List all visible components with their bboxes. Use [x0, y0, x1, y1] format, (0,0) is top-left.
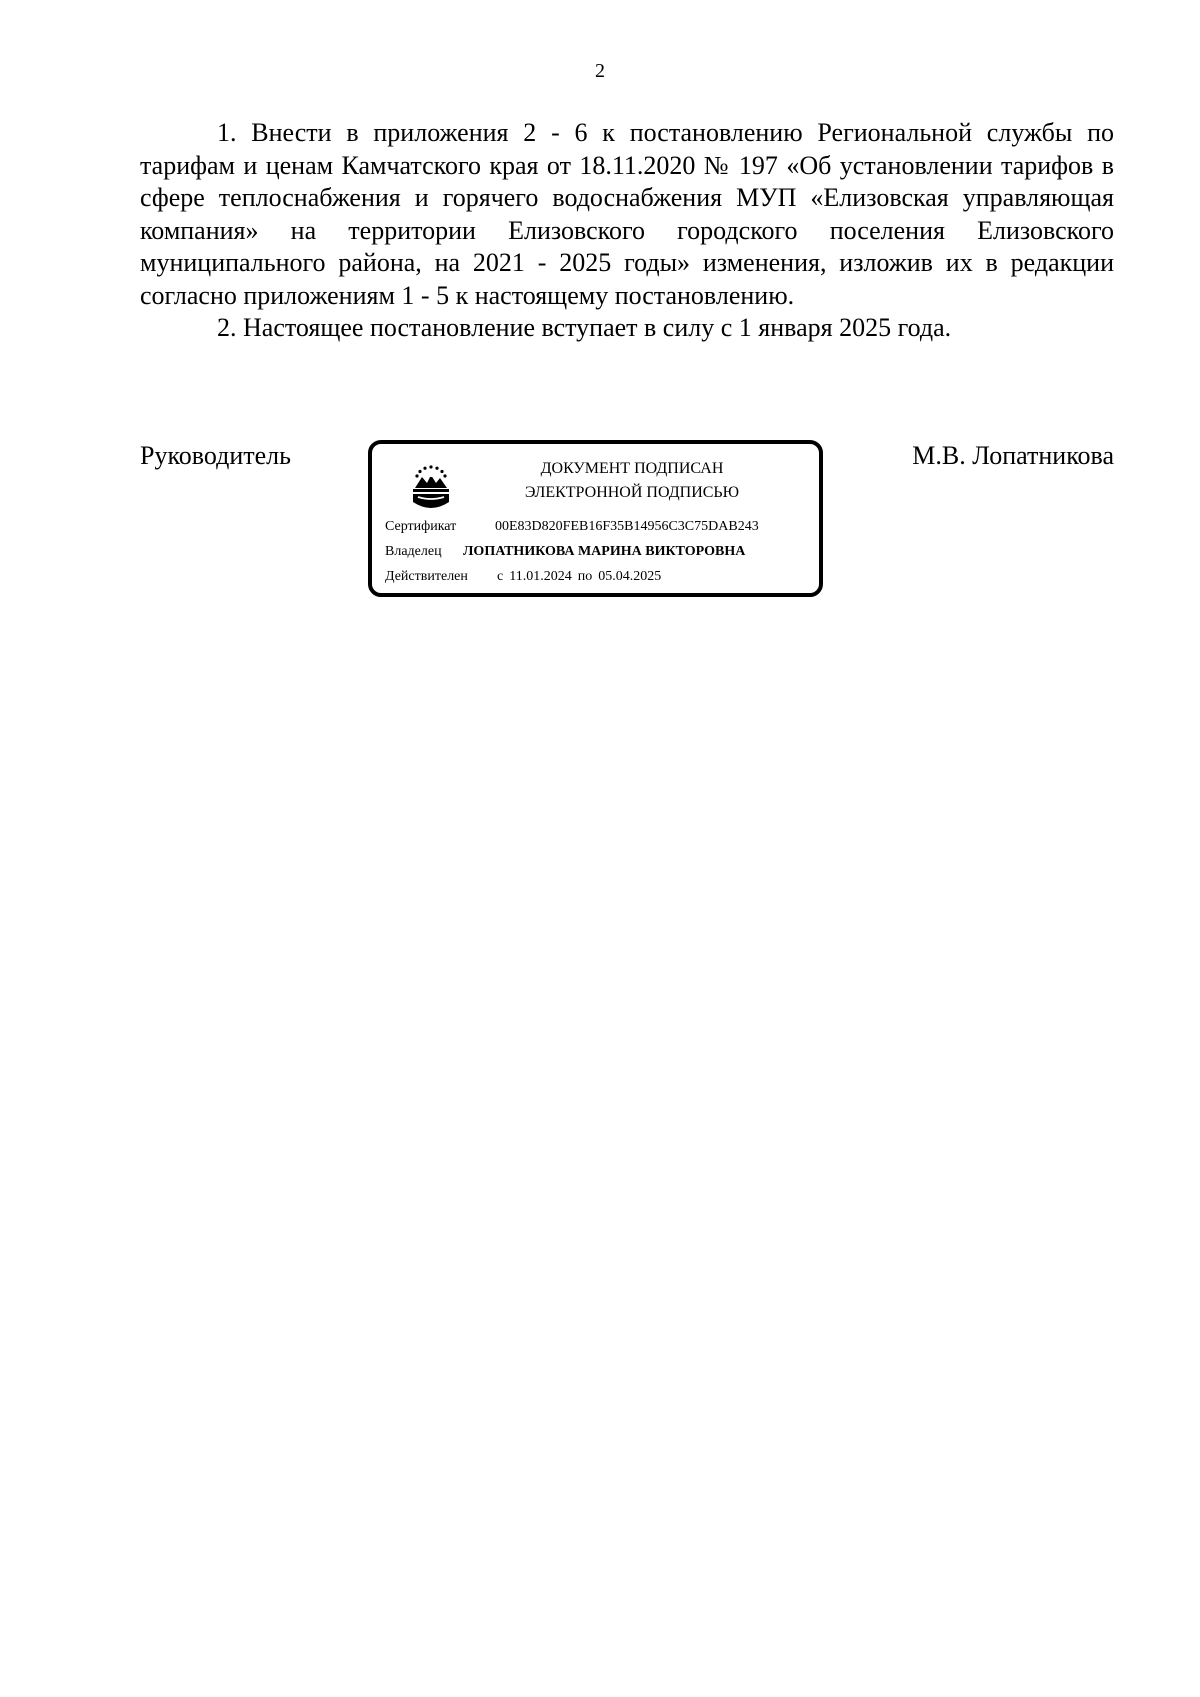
paragraph-1: 1. Внести в приложения 2 - 6 к постановлению Региональной службы по тарифам и ценам Камчатского края от 18.11.2020 № 197 «Об установлении тарифов в сфере теплоснабжения и горячего водоснабжения МУП «Елизовская управляющая компания» на территории Елизовского городского поселения Елизовского муниципального района, на 2021 - 2025 годы» изменения, изложив их в редакции согласно приложениям 1 - 5 к настоящему постановлению. [140, 118, 1114, 310]
validity-label: Действителен [385, 569, 468, 584]
certificate-line [385, 517, 759, 537]
validity-line [385, 567, 661, 587]
kamchatka-emblem-icon [408, 464, 454, 512]
signer-name: М.В. Лопатникова [912, 441, 1114, 470]
valid-from-date: 11.01.2024 [509, 569, 572, 584]
stamp-title-line-1: ДОКУМЕНТ ПОДПИСАН [540, 460, 724, 477]
owner-value: ЛОПАТНИКОВА МАРИНА ВИКТОРОВНА [463, 544, 746, 559]
valid-to-word: по [577, 569, 593, 584]
electronic-signature-stamp [368, 440, 823, 597]
stamp-title [472, 457, 792, 505]
valid-to-date: 05.04.2025 [598, 569, 662, 584]
owner-line [385, 542, 745, 562]
owner-label: Владелец [385, 544, 442, 559]
signature-block [0, 0, 1200, 620]
certificate-value: 00E83D820FEB16F35B14956C3C75DAB243 [495, 519, 759, 534]
valid-from-word: с [497, 569, 504, 584]
signer-position: Руководитель [140, 441, 291, 470]
page-number: 2 [595, 60, 605, 82]
certificate-label: Сертификат [385, 519, 457, 534]
paragraph-2: 2. Настоящее постановление вступает в силу с 1 января 2025 года. [217, 313, 952, 342]
stamp-title-line-2: ЭЛЕКТРОННОЙ ПОДПИСЬЮ [524, 484, 740, 501]
